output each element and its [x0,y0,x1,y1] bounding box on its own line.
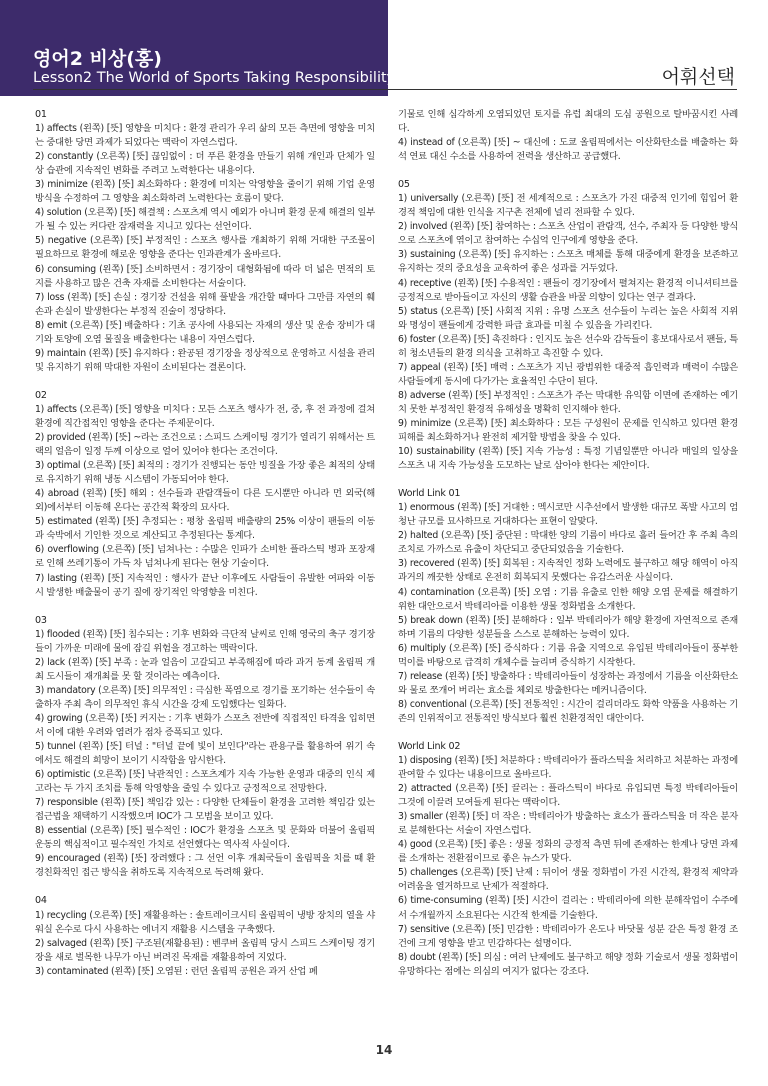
vocab-entry: 7) release (왼쪽) [뜻] 방출하다 : 박테리아들이 성장하는 과정에서 기름을 이산화탄소와 물로 쪼개어 버리는 효소를 체외로 방출한다는 메커니즘이다. [398,670,738,696]
vocab-entry: 2) involved (왼쪽) [뜻] 참여하는 : 스포츠 산업이 관람객, 선수, 주최자 등 다양한 방식으로 스포츠에 엮이고 참여하는 수십억 인구에게 영향을 준다. [398,221,738,247]
vocab-entry: 5) challenges (오른쪽) [뜻] 난제 : 뒤이어 생물 정화법이 가진 시간적, 환경적 제약과 어려움을 열거하므로 난제가 적절하다. [398,867,738,893]
section-title: 03 [35,614,47,626]
vocab-entry: 1) flooded (왼쪽) [뜻] 침수되는 : 기후 변화와 극단적 날씨로 인해 영국의 축구 경기장들이 가까운 미래에 물에 잠길 위험을 경고하는 맥락이다. [35,628,375,654]
vocab-entry: 8) essential (오른쪽) [뜻] 필수적인 : IOC가 환경을 스포츠 및 문화와 더불어 올림픽 운동의 핵심적이고 필수적인 가치로 선언했다는 역사적 사실이다. [35,825,375,851]
vocab-entry: 5) negative (오른쪽) [뜻] 부정적인 : 스포츠 행사를 개최하기 위해 거대한 구조물이 필요하므로 환경에 해로운 영향을 준다는 인과관계가 올바르다. [35,235,375,261]
vocab-entry: 6) foster (오른쪽) [뜻] 촉진하다 : 인지도 높은 선수와 감독들이 홍보대사로서 팬들, 특히 청소년들의 환경 의식을 고취하고 촉진할 수 있다. [398,333,738,359]
vocab-entry: 1) recycling (오른쪽) [뜻] 재활용하는 : 솔트레이크시티 올림픽이 냉방 장치의 열을 샤워실 온수로 다시 사용하는 에너지 재활용 시스템을 구축했다. [35,909,375,935]
vocab-entry: 4) abroad (왼쪽) [뜻] 해외 : 선수들과 관람객들이 다른 도시뿐만 아니라 먼 외국(해외)에서부터 이동해 온다는 공간적 확장의 묘사다. [35,488,375,514]
vocab-entry: 9) maintain (왼쪽) [뜻] 유지하다 : 완공된 경기장을 정상적으로 운영하고 시설을 관리 및 유지하기 위해 막대한 자원이 소비된다는 결론이다. [35,347,375,373]
vocab-section [398,178,738,473]
vocab-entry: 6) multiply (오른쪽) [뜻] 증식하다 : 기름 유출 지역으로 유입된 박테리아들이 풍부한 먹이를 바탕으로 급격히 개체수를 늘리며 증식하기 시작한다. [398,642,738,668]
vocab-section [35,894,375,978]
vocab-entry: 4) growing (오른쪽) [뜻] 커지는 : 기후 변화가 스포츠 전반에 직접적인 타격을 입히면서 이에 대한 우려와 염려가 점차 증폭되고 있다. [35,712,375,738]
section-title: 04 [35,895,47,907]
vocab-entry: 1) universally (오른쪽) [뜻] 전 세계적으로 : 스포츠가 가진 대중적 인기에 힘입어 환경적 책임에 대한 인식을 지구촌 전체에 널리 전파할 수 있다. [398,193,738,219]
vocab-entry: 3) sustaining (오른쪽) [뜻] 유지하는 : 스포츠 매체를 통해 대중에게 환경을 보존하고 유지하는 것의 중요성을 교육하여 좋은 성과를 거두었다. [398,249,738,275]
vocab-entry: 9) minimize (오른쪽) [뜻] 최소화하다 : 모든 구성원이 문제를 인식하고 있다면 환경 피해를 최소화하거나 완전히 제거할 방법을 찾을 수 있다. [398,417,738,444]
vocab-entry: 4) contamination (오른쪽) [뜻] 오염 : 기름 유출로 인한 해양 오염 문제를 해결하기 위한 대안으로서 박테리아를 이용한 생물 정화법을 소개한다. [398,586,738,612]
vocab-entry: 1) enormous (왼쪽) [뜻] 거대한 : 멕시코만 시추선에서 발생한 대규모 폭발 사고의 엄청난 규모를 묘사하므로 거대하다는 표현이 알맞다. [398,502,738,528]
vocab-section [398,108,738,164]
vocab-entry: 5) status (오른쪽) [뜻] 사회적 지위 : 유명 스포츠 선수들이 누리는 높은 사회적 지위와 명성이 팬들에게 강력한 파급 효과를 미칠 수 있음을 가리킨다. [398,305,738,331]
vocab-entry: 3) minimize (왼쪽) [뜻] 최소화하다 : 환경에 미치는 악영향을 줄이기 위해 기업 운영 방식을 수정하여 그 영향을 최소화하려 노력한다는 흐름이 맞다. [35,179,375,205]
vocab-entry: 1) affects (오른쪽) [뜻] 영향을 미치다 : 모든 스포츠 행사가 전, 중, 후 전 과정에 걸쳐 환경에 직간접적인 영향을 준다는 주제문이다. [35,403,375,429]
vocab-entry: 7) lasting (왼쪽) [뜻] 지속적인 : 행사가 끝난 이후에도 사람들이 유발한 여파와 이동 시 발생한 배출물이 공기 질에 장기적인 악영향을 미친다. [35,572,375,598]
vocab-entry: 4) receptive (왼쪽) [뜻] 수용적인 : 팬들이 경기장에서 펼쳐지는 환경적 이니셔티브를 긍정적으로 받아들이고 자신의 생활 습관을 바꿀 의향이 있다는 연구 결과다. [398,277,738,303]
vocab-entry: 8) conventional (오른쪽) [뜻] 전통적인 : 시간이 걸리더라도 화학 약품을 사용하는 기존의 인위적이고 전통적인 방식보다 훨씬 친환경적인 대안이다. [398,698,738,724]
section-title: 05 [398,179,410,191]
vocab-entry: 4) good (오른쪽) [뜻] 좋은 : 생물 정화의 긍정적 측면 뒤에 존재하는 한계나 당면 과제를 소개하는 전환점이므로 좋은 뉴스가 맞다. [398,839,738,865]
vocab-entry: 2) constantly (오른쪽) [뜻] 끊임없이 : 더 푸른 환경을 만들기 위해 개인과 단체가 일상 습관에 지속적인 변화를 주려고 노력한다는 내용이다. [35,151,375,177]
vocab-entry: 6) optimistic (오른쪽) [뜻] 낙관적인 : 스포츠계가 지속 가능한 운영과 대중의 인식 제고라는 두 가지 조치를 통해 악영향을 줄일 수 있다고 긍정적으로 전망한다. [35,769,375,795]
vocab-entry: 2) salvaged (왼쪽) [뜻] 구조된(재활용된) : 벤쿠버 올림픽 당시 스피드 스케이팅 경기장을 새로 벌목한 나무가 아닌 버려진 목재를 재활용하여 지었다. [35,937,375,963]
vocab-entry: 10) sustainability (왼쪽) [뜻] 지속 가능성 : 특정 기념일뿐만 아니라 매일의 일상을 스포츠 내 지속 가능성을 도모하는 날로 삼아야 한다는 제안이다. [398,446,738,472]
vocab-section [398,487,738,726]
vocab-entry: 3) recovered (왼쪽) [뜻] 회복된 : 지속적인 정화 노력에도 불구하고 해당 해역이 아직 과거의 깨끗한 상태로 온전히 회복되지 못했다는 유감스러운 사실이다. [398,558,738,584]
vocab-entry: 6) consuming (왼쪽) [뜻] 소비하면서 : 경기장이 대형화됨에 따라 더 넓은 면적의 토지를 사용하고 많은 건축 자재를 소비한다는 서술이다. [35,263,375,289]
vocab-entry: 기물로 인해 심각하게 오염되었던 토지를 유럽 최대의 도심 공원으로 탈바꿈시킨 사례다. [398,109,738,135]
vocab-section [398,740,738,979]
section-title: 01 [35,109,47,120]
vocab-entry: 1) disposing (왼쪽) [뜻] 처분하다 : 박테리아가 플라스틱을 처리하고 처분하는 과정에 관여할 수 있다는 내용이므로 올바르다. [398,755,738,781]
section-title: World Link 02 [398,740,461,752]
vocab-entry: 7) responsible (왼쪽) [뜻] 책임감 있는 : 다양한 단체들이 환경을 고려한 책임감 있는 접근법을 채택하기 시작했으며 IOC가 그 모범을 보이고 있다. [35,797,375,823]
vocab-entry: 5) estimated (왼쪽) [뜻] 추정되는 : 평창 올림픽 배출량의 25% 이상이 팬들의 이동과 숙박에서 기인한 것으로 계산되고 추정된다는 통계다. [35,516,375,542]
vocab-entry: 7) appeal (왼쪽) [뜻] 매력 : 스포츠가 지닌 광범위한 대중적 흡인력과 매력이 수많은 사람들에게 동시에 다가가는 효율적인 수단이 된다. [398,361,738,387]
vocab-entry: 6) overflowing (오른쪽) [뜻] 넘쳐나는 : 수많은 인파가 소비한 플라스틱 병과 포장재로 인해 쓰레기통이 가득 차 넘쳐나게 된다는 현상 기술이다. [35,544,375,570]
page-number: 14 [375,1043,393,1057]
lesson-subtitle: Lesson2 The World of Sports Taking Responsibility [33,70,396,86]
vocab-entry: 2) attracted (오른쪽) [뜻] 끌리는 : 플라스틱이 바다로 유입되면 특정 박테리아들이 그것에 이끌려 모여들게 된다는 맥락이다. [398,783,738,809]
vocab-entry: 1) affects (왼쪽) [뜻] 영향을 미치다 : 환경 관리가 우리 삶의 모든 측면에 영향을 미치는 중대한 당면 과제가 되었다는 맥락이 자연스럽다. [35,123,375,149]
vocab-entry: 8) emit (오른쪽) [뜻] 배출하다 : 기초 공사에 사용되는 자재의 생산 및 운송 장비가 대기와 토양에 오염 물질을 배출한다는 내용이 자연스럽다. [35,319,375,345]
vocab-section [35,108,375,375]
vocab-entry: 2) lack (왼쪽) [뜻] 부족 : 눈과 얼음이 고갈되고 부족해짐에 따라 과거 동계 올림픽 개최 도시들이 재개최를 못 할 것이라는 예측이다. [35,656,375,682]
vocab-entry: 8) doubt (왼쪽) [뜻] 의심 : 여러 난제에도 불구하고 해양 정화 기술로서 생물 정화법이 유망하다는 점에는 의심의 여지가 없다는 강조다. [398,951,738,977]
vocab-entry: 6) time-consuming (왼쪽) [뜻] 시간이 걸리는 : 박테리아에 의한 분해작업이 수주에서 수개월까지 소요된다는 시간적 한계를 기술한다. [398,895,738,921]
vocab-entry: 3) smaller (왼쪽) [뜻] 더 작은 : 박테리아가 방출하는 효소가 플라스틱을 더 작은 분자로 분해한다는 서술이 자연스럽다. [398,811,738,837]
vocab-entry: 7) sensitive (오른쪽) [뜻] 민감한 : 박테리아가 온도나 바닷물 성분 같은 특정 환경 조건에 크게 영향을 받고 민감하다는 설명이다. [398,923,738,949]
vocab-entry: 7) loss (왼쪽) [뜻] 손실 : 경기장 건설을 위해 풀밭을 개간할 때마다 그만큼 자연의 훼손과 손실이 발생한다는 부정적 진술이 정당하다. [35,291,375,317]
vocab-entry: 4) instead of (오른쪽) [뜻] ~ 대신에 : 도쿄 올림픽에서는 이산화탄소를 배출하는 화석 연료 대신 수소를 사용하여 전력을 생산하고 공급했다. [398,137,738,163]
page-title: 영어2 비상(홍) [33,48,162,70]
vocab-entry: 3) optimal (오른쪽) [뜻] 최적의 : 경기가 진행되는 동안 빙질을 가장 좋은 최적의 상태로 유지하기 위해 냉동 시스템이 가동되어야 한다. [35,460,375,486]
vocab-entry: 4) solution (오른쪽) [뜻] 해결책 : 스포츠계 역시 예외가 아니며 환경 문제 해결의 일부가 될 수 있는 커다란 잠재력을 지니고 있다는 선언이다. [35,207,375,233]
header-banner [0,0,396,96]
vocab-entry: 5) break down (왼쪽) [뜻] 분해하다 : 일부 박테리아가 해양 환경에 자연적으로 존재하며 기름의 다양한 성분들을 스스로 분해하는 능력이 있다. [398,614,738,640]
section-title: World Link 01 [398,488,461,500]
header-divider [33,89,737,90]
vocab-entry: 3) mandatory (오른쪽) [뜻] 의무적인 : 극심한 폭염으로 경기를 포기하는 선수들이 속출하자 주최 측이 의무적인 휴식 시간을 강제 도입했다는 일화다. [35,684,375,710]
section-title: 02 [35,389,47,401]
vocab-section [35,614,375,881]
vocab-entry: 9) encouraged (왼쪽) [뜻] 장려했다 : 그 선언 이후 개최국들이 올림픽을 치를 때 환경친화적인 접근 방식을 취하도록 지속적으로 독려해 왔다. [35,853,375,879]
vocab-entry: 2) halted (오른쪽) [뜻] 중단된 : 막대한 양의 기름이 바다로 흘러 들어간 후 주최 측의 조치로 가까스로 유출이 차단되고 중단되었음을 기술한다. [398,530,738,556]
vocab-entry: 3) contaminated (왼쪽) [뜻] 오염된 : 런던 올림픽 공원은 과거 산업 폐 [35,965,318,977]
right-column [398,108,738,993]
vocab-entry: 2) provided (왼쪽) [뜻] ~라는 조건으로 : 스피드 스케이팅 경기가 열리기 위해서는 트랙의 얼음이 일정 두께 이상으로 얼어 있어야 한다는 조건이다. [35,432,375,458]
vocab-section [35,389,375,600]
section-tag: 어휘선택 [661,66,735,88]
vocab-entry: 5) tunnel (왼쪽) [뜻] 터널 : "터널 끝에 빛이 보인다"라는 관용구를 활용하여 위기 속에서도 해결의 희망이 보이기 시작함을 암시한다. [35,741,375,767]
left-column [35,108,375,993]
vocab-entry: 8) adverse (왼쪽) [뜻] 부정적인 : 스포츠가 주는 막대한 유익함 이면에 존재하는 예기치 못한 부정적인 환경적 유해성을 명확히 인지해야 한다. [398,389,738,415]
